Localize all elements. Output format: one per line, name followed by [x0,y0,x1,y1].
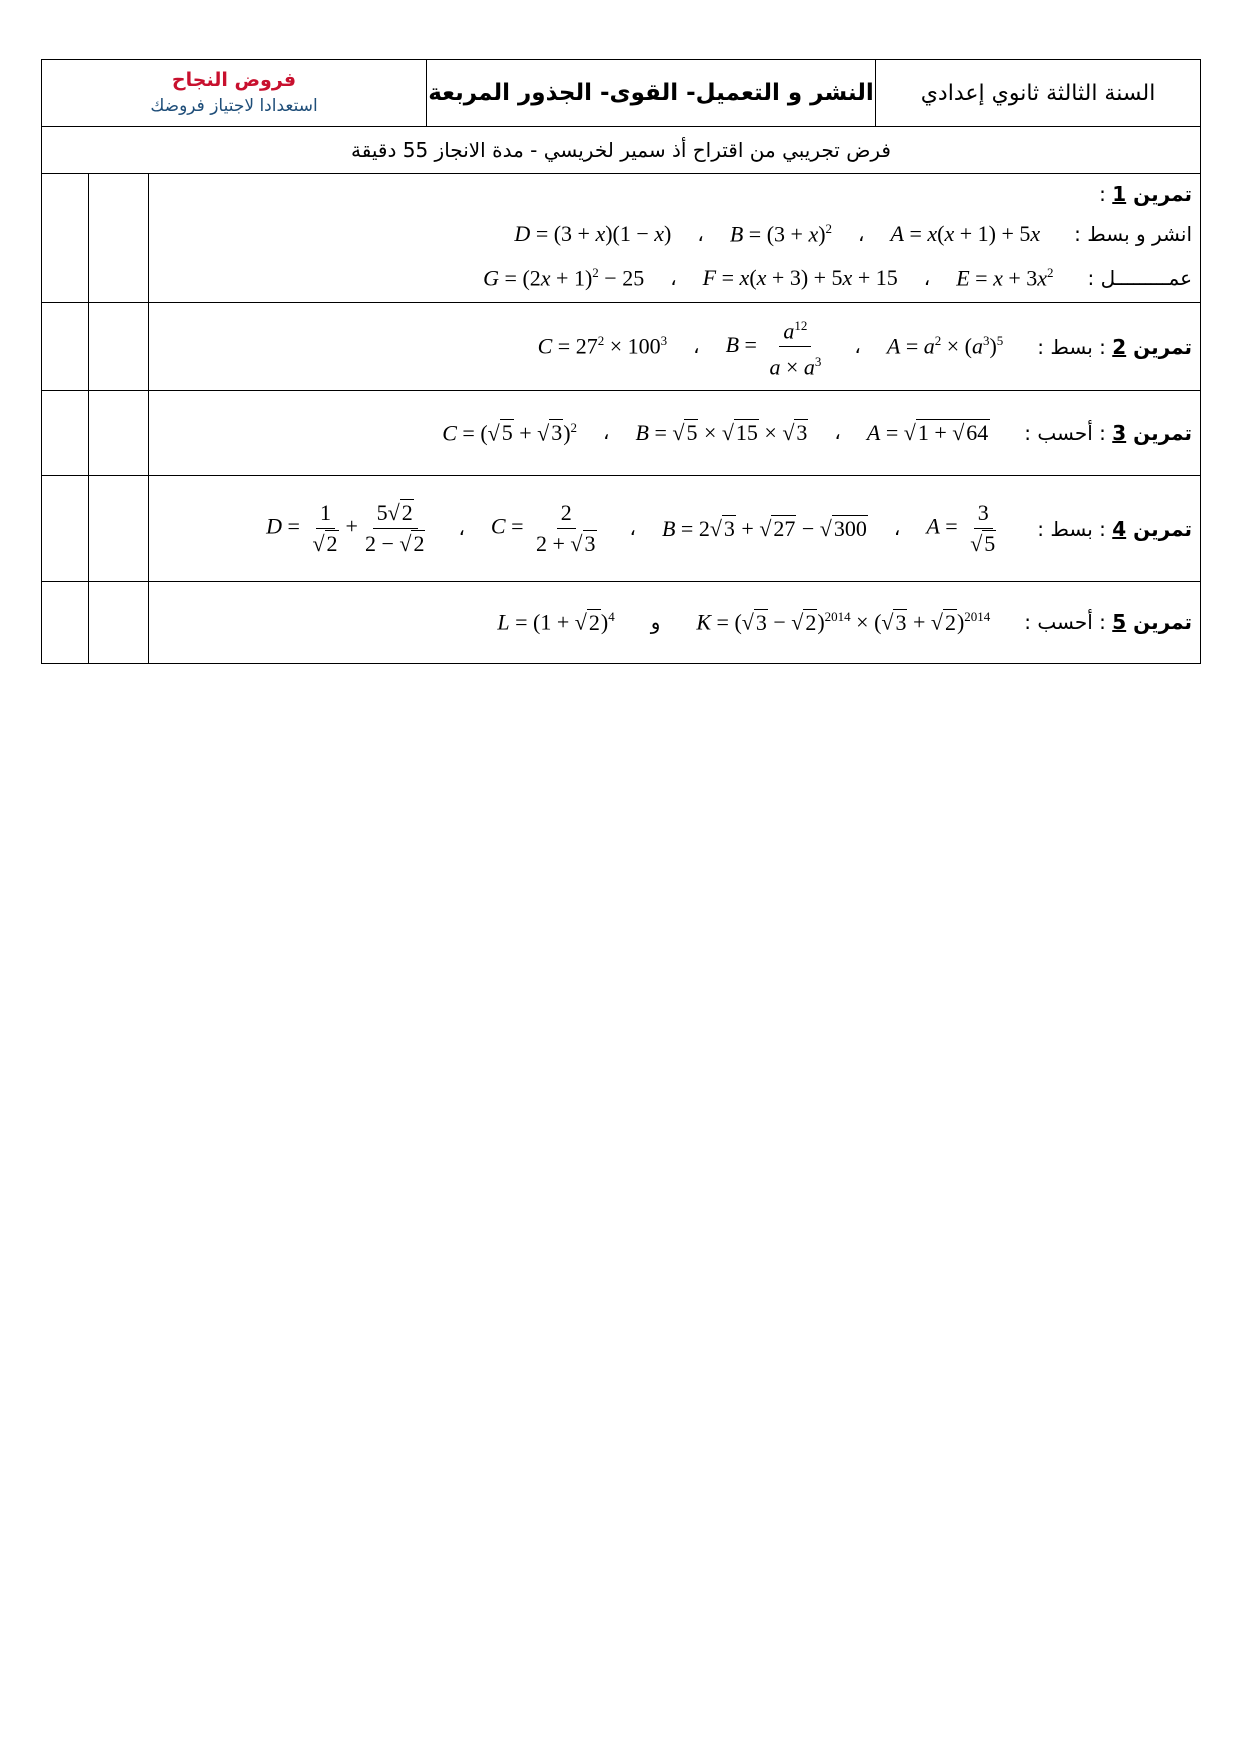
exercise-title: تمرين [1133,420,1193,445]
expr-K: $K = (√3 - √2)^{2014} \times (√3 + √2)^{2014}$ [696,609,991,635]
expr-F: F = x(x + 3) + 5x + 15 [702,265,898,290]
connector: و [650,610,661,635]
expr-A: $A = a^2 \times (a^3)^5$ [886,333,1004,359]
expr-C: C = $\frac{2}{2 + √3}$ [490,500,596,556]
site-name: فروض النجاح [171,69,297,91]
exercise-3-row [42,391,1201,476]
exercise-2: تمرين 2 : بسط : $A = a^2 \times (a^3)^5$ ، B = $\frac{a^{12}}{a \times a^3}$ ، $C = 27^2 \times 100^3$ [149,303,1201,391]
header-row [42,60,1201,127]
exercise-title: تمرين [1133,610,1193,635]
instruction: : بسط : [1037,334,1106,359]
expr-B: B = √5 × √15 × √3 [635,419,808,445]
exam-sheet [41,59,1200,664]
exam-topic: النشر و التعميل- القوى- الجذور المربعة [427,60,876,127]
expr-D: D = (3 + x)(1 − x) [514,221,672,246]
instruction: : بسط : [1037,516,1106,541]
exam-table [41,59,1201,664]
grade-column-2 [89,582,149,664]
exercise-title: تمرين [1133,182,1193,206]
expr-B: B = 2√3 + √27 − √300 [661,515,867,541]
grade-column-1 [42,582,89,664]
exercise-5 [149,582,1201,664]
exam-description: فرض تجريبي من اقتراح أذ سمير لخريسي - مدة الانجاز 55 دقيقة [42,127,1201,174]
expr-A: A = √1 + √64 [866,419,989,445]
site-branding [42,60,427,127]
exercise-1-heading: تمرين 1 : [1099,182,1193,206]
expr-D: D = $\frac{1}{√2}$ + $\frac{5√2}{2 - √2}$ [266,500,425,556]
subheader-row [42,127,1201,174]
exercise-1 [149,174,1201,303]
expr-G: $G = (2x + 1)^2 - 25$ [483,264,645,291]
instruction: عمـــــــــل : [1087,266,1193,290]
grade-column-1 [42,174,89,303]
expr-L: $L = (1 + √2)^4$ [497,609,615,635]
expr-A: A = x(x + 1) + 5x [890,221,1041,246]
grade-column-2 [89,174,149,303]
grade-column-2 [89,303,149,391]
grade-column-1 [42,303,89,391]
exercise-number: 5 [1112,610,1127,635]
expr-B: $B = (3 + x)^2$ [729,220,833,247]
exercise-5-row [42,582,1201,664]
grade-column-1 [42,476,89,582]
instruction: : أحسب : [1024,610,1106,635]
expr-A: A = $\frac{3}{√5}$ [926,500,996,556]
class-level: السنة الثالثة ثانوي إعدادي [876,60,1201,127]
grade-column-2 [89,476,149,582]
exercise-number: 4 [1112,516,1127,541]
exercise-2-row [42,303,1201,391]
expr-C: $C = (√5 + √3)^2$ [442,419,578,446]
exercise-number: 3 [1112,420,1127,445]
expr-E: $E = x + 3x^2$ [956,264,1054,291]
exercise-4: تمرين 4 : بسط : A = $\frac{3}{√5}$ ، B = 2√3 + √27 − √300 ، C = $\frac{2}{2 + √3}$ ، D = $\frac{1}{√2}$ + $\frac{5√2}{2 - √2}$ [149,476,1201,582]
instruction: : أحسب : [1024,420,1106,445]
exercise-number: 2 [1112,334,1127,359]
grade-column-2 [89,391,149,476]
exercise-title: تمرين [1133,334,1193,359]
exercise-1-line-2: عمـــــــــل : $E = x + 3x^2$ ، F = x(x + 3) + 5x + 15 ، $G = (2x + 1)^2 - 25$ [483,264,1193,291]
site-tagline: استعدادا لاجتياز فروضك [150,96,318,116]
exercise-number: 1 [1112,182,1127,206]
exercise-title: تمرين [1133,516,1193,541]
expr-C: $C = 27^2 \times 100^3$ [537,333,668,359]
exercise-1-row [42,174,1201,303]
exercise-3: تمرين 3 : أحسب : A = √1 + √64 ، B = √5 × √15 × √3 ، $C = (√5 + √3)^2$ [149,391,1201,476]
exercise-1-line-1: انشر و بسط : A = x(x + 1) + 5x ، $B = (3 + x)^2$ ، D = (3 + x)(1 − x) [514,220,1193,247]
expr-B: B = $\frac{a^{12}}{a \times a^3}$ [726,313,829,381]
instruction: انشر و بسط : [1074,222,1193,246]
exercise-4-row [42,476,1201,582]
grade-column-1 [42,391,89,476]
